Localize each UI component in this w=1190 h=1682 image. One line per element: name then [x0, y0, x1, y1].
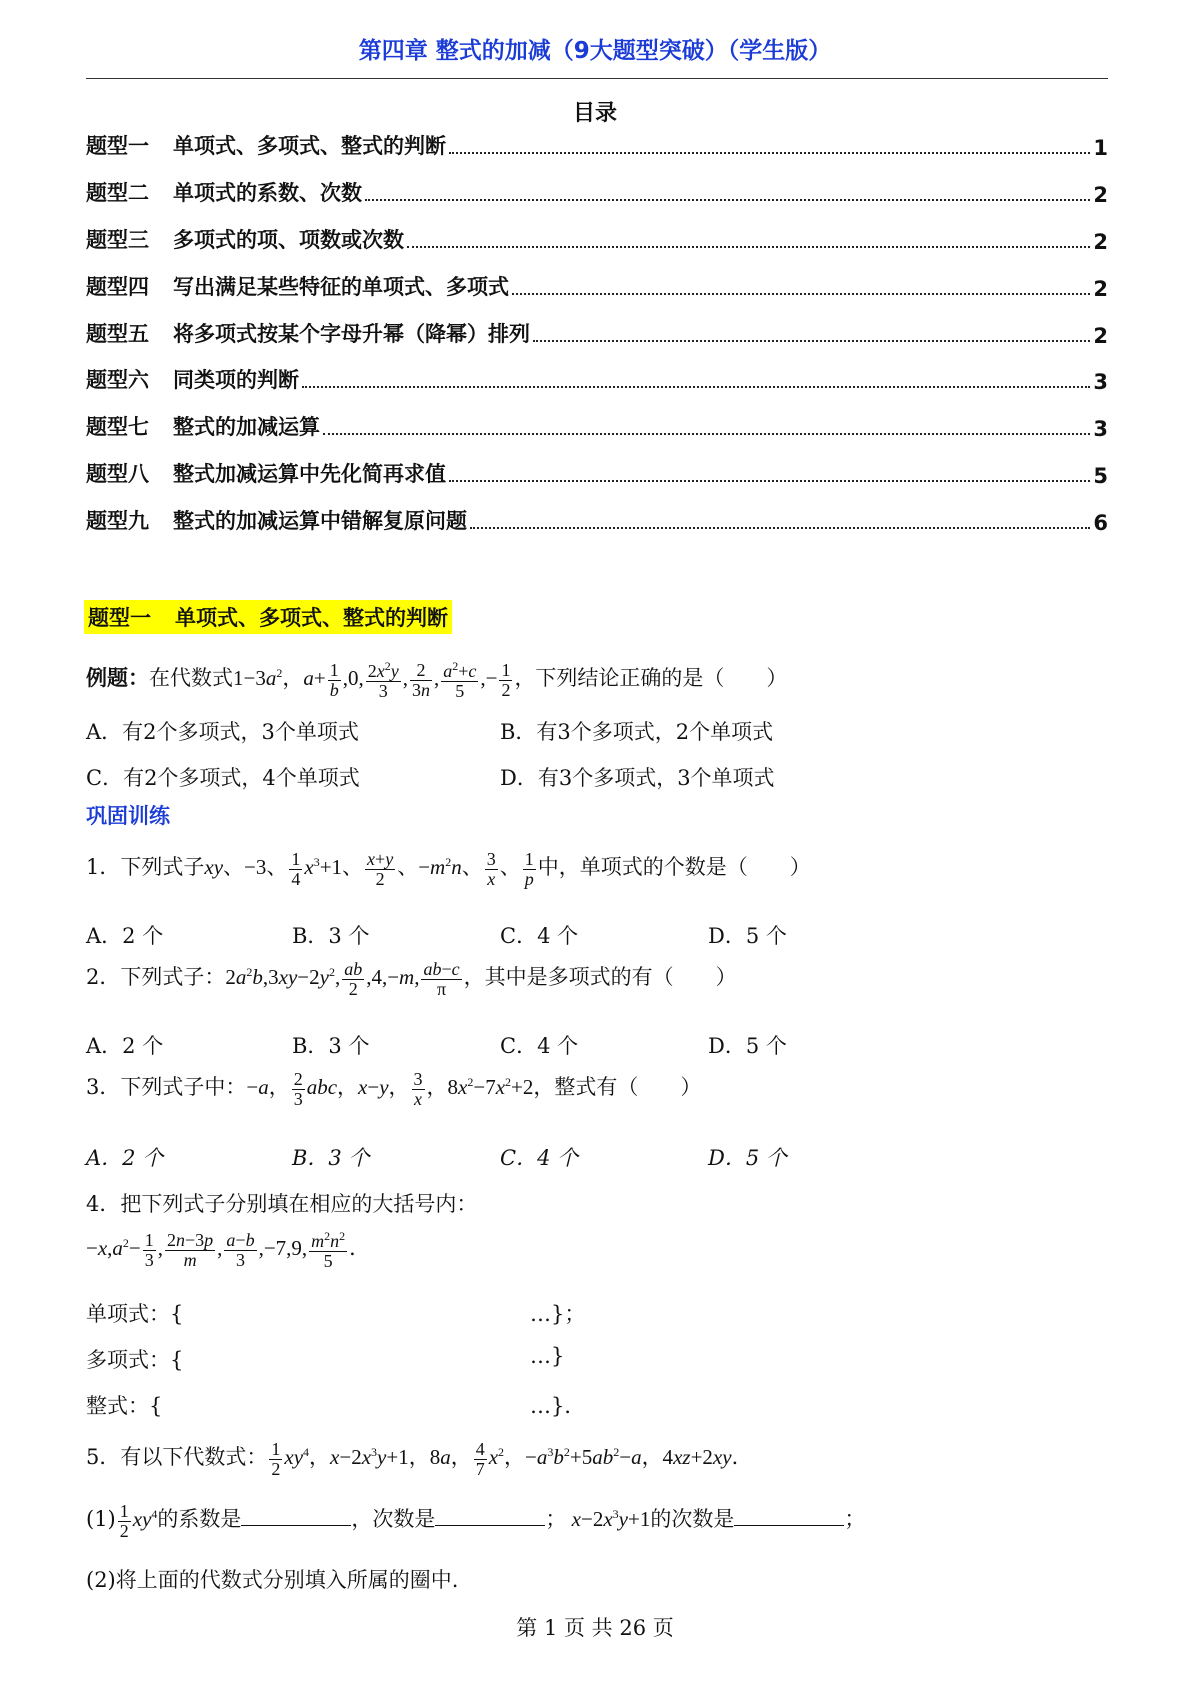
example-lead: 例题：	[86, 666, 149, 691]
toc-item-title: 同类项的判断	[173, 368, 299, 392]
toc-item[interactable]	[86, 505, 1108, 535]
toc-item-page: 2	[1093, 324, 1108, 348]
toc-item-page: 3	[1093, 417, 1108, 441]
toc-leader	[449, 480, 1090, 482]
toc-item-title: 将多项式按某个字母升幂（降幂）排列	[173, 322, 530, 346]
toc-item-page: 1	[1093, 136, 1108, 160]
question-3-post: ，整式有（ ）	[533, 1075, 702, 1100]
example-post: ，下列结论正确的是（ ）	[514, 666, 788, 691]
question-3-stem	[86, 1070, 701, 1109]
part-1-end: ；	[844, 1507, 866, 1532]
toc-item[interactable]	[86, 458, 1108, 488]
part-1-text-degree: ，次数是	[351, 1507, 436, 1532]
math-expression: $1-3a^2$，a+ $\frac{1}{b}$ ,0, $\frac{2x^2y}{3}$ , $\frac{2}{3n}$ , $\frac{a^2+c}{5}$ ,− $\frac{1}{2}$	[233, 659, 511, 701]
toc-item-title: 写出满足某些特征的单项式、多项式	[173, 275, 509, 299]
toc-item-page: 2	[1093, 277, 1108, 301]
toc-leader	[323, 433, 1090, 435]
part-1-sep: ；	[545, 1507, 567, 1532]
toc-heading: 目录	[572, 101, 617, 126]
toc-item-label: 题型七	[86, 415, 149, 439]
question-3-pre: 3．下列式子中：	[86, 1075, 247, 1100]
header-divider	[86, 78, 1108, 79]
integral-expression-brace-open[interactable]: 整式：{	[86, 1394, 163, 1418]
option-d[interactable]: D．有3个多项式，3个单项式	[500, 766, 775, 790]
answer-blank[interactable]	[734, 1507, 844, 1526]
example-pre: 在代数式	[149, 666, 233, 691]
q1-option-d[interactable]: D．5 个	[708, 924, 787, 948]
question-5-part-1	[86, 1502, 865, 1541]
question-5-pre: 5．有以下代数式：	[86, 1445, 268, 1470]
toc-item[interactable]	[86, 318, 1108, 348]
part-1-text-coef: 的系数是	[157, 1507, 242, 1532]
q1-option-a[interactable]: A．2 个	[86, 924, 164, 948]
toc-item-title: 整式加减运算中先化简再求值	[173, 462, 446, 486]
toc-item-label: 题型一	[86, 134, 149, 158]
question-2-pre: 2．下列式子：	[86, 965, 226, 990]
page-footer: 第 1 页 共 26 页	[516, 1616, 674, 1640]
math-expression: $2a^2b,3xy-2y^2$, $\frac{ab}{2}$ ,4,−m, $\frac{ab-c}{\pi}$	[225, 959, 460, 999]
toc-item[interactable]	[86, 411, 1108, 441]
toc-leader	[512, 293, 1090, 295]
toc-item-label: 题型二	[86, 181, 149, 205]
question-5-part-2: (2)将上面的代数式分别填入所属的圈中.	[86, 1568, 459, 1592]
q3-option-b[interactable]: B．3 个	[292, 1146, 370, 1170]
q3-option-a[interactable]: A．2 个	[86, 1146, 164, 1170]
polynomial-brace-open[interactable]: 多项式：{	[86, 1348, 184, 1372]
question-1-stem	[86, 850, 811, 889]
integral-expression-brace-close: …}．	[530, 1394, 586, 1418]
option-c[interactable]: C．有2个多项式，4个单项式	[86, 766, 360, 790]
question-2-stem	[86, 960, 737, 999]
q3-option-c[interactable]: C．4 个	[500, 1146, 579, 1170]
section-label: 题型一	[88, 606, 151, 630]
practice-heading: 巩固训练	[86, 804, 170, 828]
toc-item-label: 题型五	[86, 322, 149, 346]
math-expression: $-x,a^2-$ $\frac{1}{3}$ , $\frac{2n-3p}{m}$ , $\frac{a-b}{3}$ ,−7,9, $\frac{m^2n^2}{5}$ ．	[86, 1229, 371, 1271]
toc-item-label: 题型六	[86, 368, 149, 392]
question-2-post: ，其中是多项式的有（ ）	[463, 965, 737, 990]
toc-item-title: 单项式的系数、次数	[173, 181, 362, 205]
question-4-stem: 4．把下列式子分别填在相应的大括号内：	[86, 1192, 478, 1216]
toc-item-page: 2	[1093, 183, 1108, 207]
q3-option-d[interactable]: D．5 个	[708, 1146, 787, 1170]
toc-leader	[302, 386, 1090, 388]
toc-item-label: 题型九	[86, 509, 149, 533]
q1-option-b[interactable]: B．3 个	[292, 924, 370, 948]
toc-leader	[365, 199, 1090, 201]
toc-item-title: 单项式、多项式、整式的判断	[173, 134, 446, 158]
math-expression: $x-2x^3y+1$	[566, 1507, 651, 1532]
toc-leader	[470, 527, 1090, 529]
question-1-post: 中，单项式的个数是（ ）	[537, 855, 811, 880]
toc-item-title: 多项式的项、项数或次数	[173, 228, 404, 252]
toc-item-page: 2	[1093, 230, 1108, 254]
toc-leader	[407, 246, 1090, 248]
toc-leader	[449, 152, 1090, 154]
q1-option-c[interactable]: C．4 个	[500, 924, 579, 948]
page-header-title: 第四章 整式的加减（9大题型突破）（学生版）	[358, 38, 832, 64]
q2-option-a[interactable]: A．2 个	[86, 1034, 164, 1058]
part-1-text-poly-degree: 的次数是	[650, 1507, 735, 1532]
toc-item[interactable]	[86, 271, 1108, 301]
math-expression: −a， $\frac{2}{3}$ abc，x−y， $\frac{3}{x}$ ，$8x^2-7x^2+2$	[246, 1069, 534, 1109]
math-expression: $\frac{1}{2}$ $xy^4$，$x-2x^3y+1$，8a， $\frac{4}{7}$ $x^2$，$-a^3b^2+5ab^2-a$，4xz+2xy．	[271, 1439, 753, 1479]
polynomial-brace-close: …}	[530, 1344, 565, 1368]
option-a[interactable]: A．有2个多项式，3个单项式	[86, 720, 359, 744]
toc-item-page: 6	[1093, 511, 1108, 535]
toc-item-title: 整式的加减运算	[173, 415, 320, 439]
math-expression: $\frac{1}{2}$ $xy^4$	[119, 1501, 158, 1541]
q2-option-b[interactable]: B．3 个	[292, 1034, 370, 1058]
toc-item-label: 题型四	[86, 275, 149, 299]
toc-item[interactable]	[86, 177, 1108, 207]
toc-item-page: 5	[1093, 464, 1108, 488]
toc-leader	[533, 340, 1090, 342]
q2-option-c[interactable]: C．4 个	[500, 1034, 579, 1058]
toc-item[interactable]	[86, 224, 1108, 254]
option-b[interactable]: B．有3个多项式，2个单项式	[500, 720, 774, 744]
answer-blank[interactable]	[435, 1507, 545, 1526]
monomial-brace-close: …}；	[530, 1302, 586, 1326]
toc-item-title: 整式的加减运算中错解复原问题	[173, 509, 467, 533]
answer-blank[interactable]	[241, 1507, 351, 1526]
math-expression: xy、−3、 $\frac{1}{4}$ $x^3+1$、 $\frac{x+y}{2}$ 、$-m^2n$、 $\frac{3}{x}$ 、 $\frac{1}{p}$	[204, 849, 534, 889]
question-1-pre: 1．下列式子	[86, 855, 205, 880]
toc-item-label: 题型三	[86, 228, 149, 252]
toc-item-page: 3	[1093, 370, 1108, 394]
example-stem	[86, 660, 787, 701]
toc-item-label: 题型八	[86, 462, 149, 486]
question-5-stem	[86, 1440, 753, 1479]
monomial-brace-open[interactable]: 单项式：{	[86, 1302, 184, 1326]
question-4-expressions	[86, 1230, 370, 1271]
section-heading	[84, 600, 452, 634]
part-1-label: (1)	[86, 1507, 116, 1532]
toc-item[interactable]	[86, 364, 1108, 394]
toc-item[interactable]	[86, 130, 1108, 160]
q2-option-d[interactable]: D．5 个	[708, 1034, 787, 1058]
section-title: 单项式、多项式、整式的判断	[175, 606, 448, 630]
